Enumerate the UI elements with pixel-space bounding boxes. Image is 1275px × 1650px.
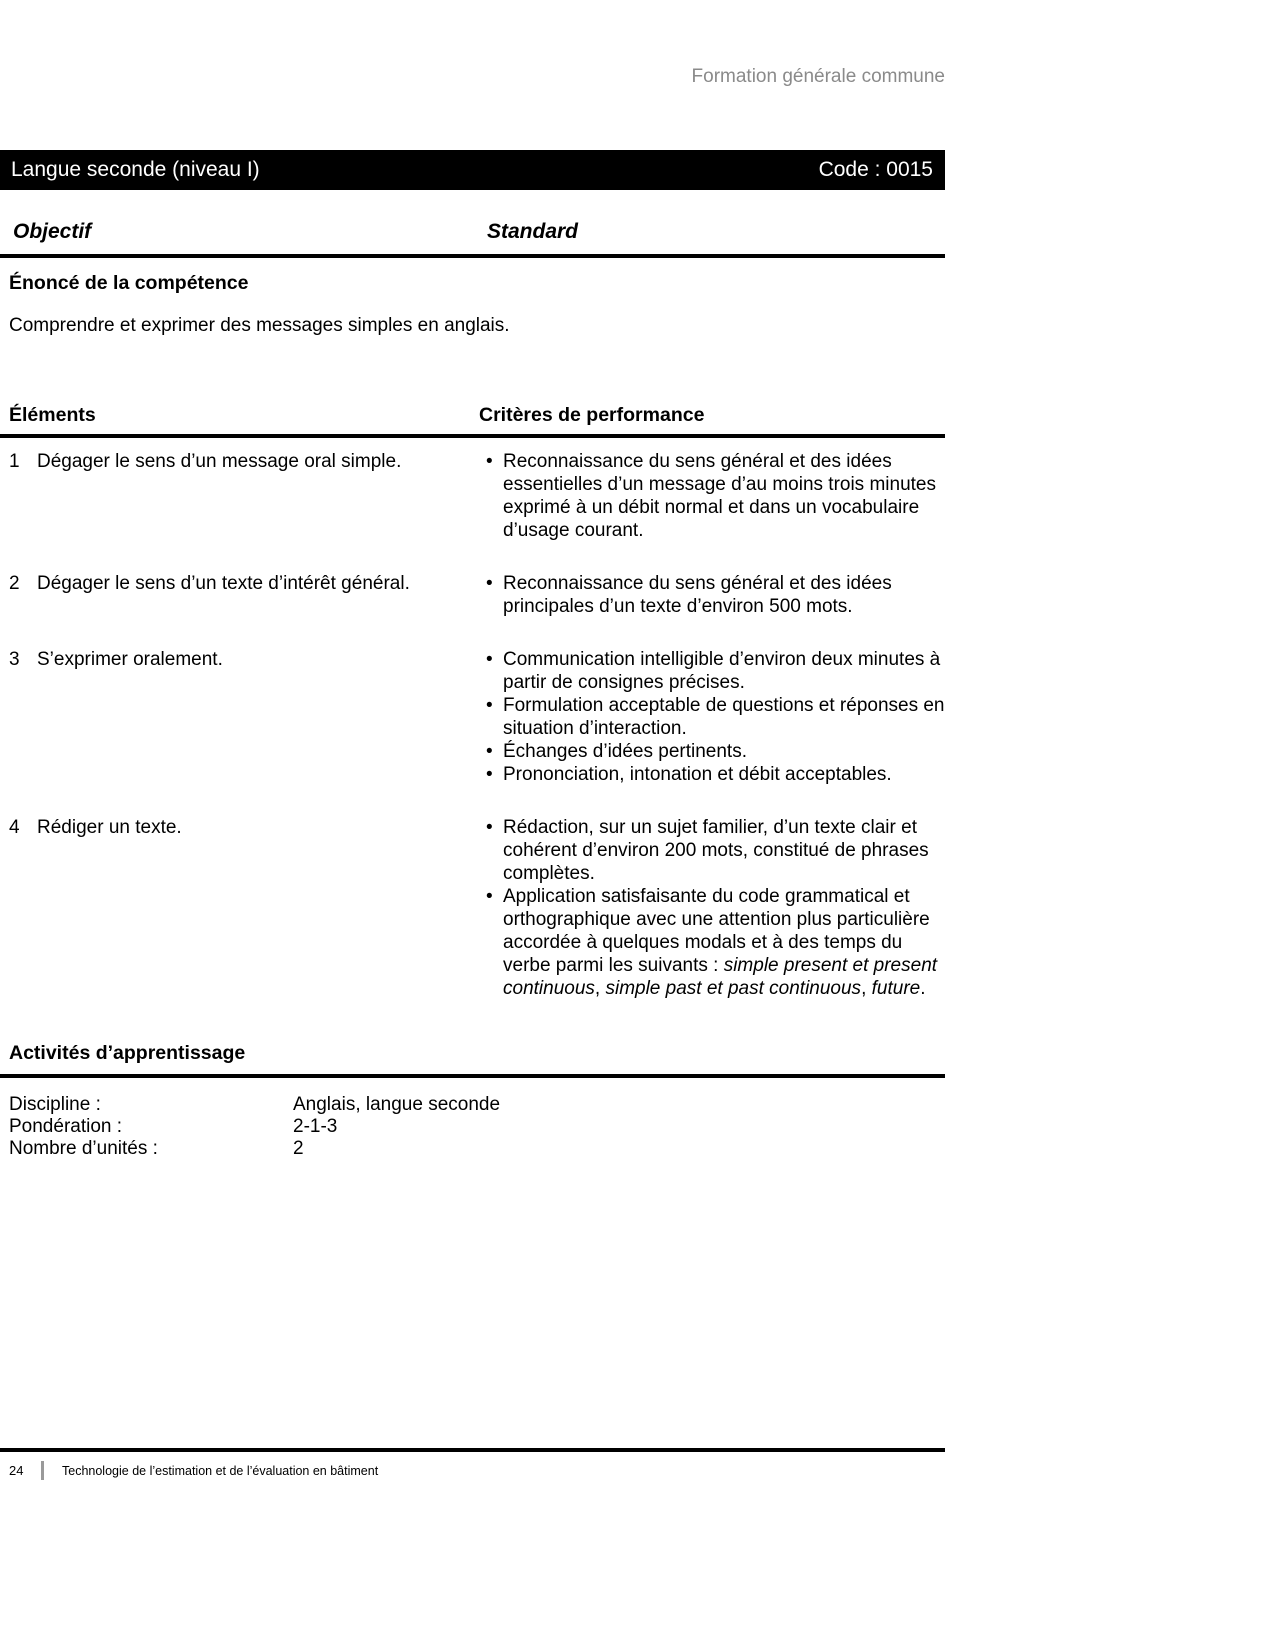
- criteria-item: • Prononciation, intonation et débit acceptables.: [479, 763, 945, 786]
- footer-rule: [0, 1448, 945, 1452]
- objectif-heading: Objectif: [13, 220, 92, 243]
- element-number: 4: [9, 817, 20, 838]
- course-code: Code : 0015: [818, 158, 933, 181]
- criteria-item: [479, 885, 945, 1000]
- criteria-list: [479, 450, 945, 542]
- element-text: S’exprimer oralement.: [37, 649, 223, 670]
- criteria-item: • Communication intelligible d’environ deux minutes à partir de consignes précises.: [479, 648, 945, 694]
- competence-heading: Énoncé de la compétence: [9, 272, 249, 294]
- element-text: Rédiger un texte.: [37, 817, 182, 838]
- activities-heading: Activités d’apprentissage: [9, 1042, 246, 1064]
- field-label: Nombre d’unités :: [9, 1138, 158, 1159]
- criteria-cell: [479, 816, 945, 1000]
- field-value: 2: [293, 1138, 304, 1159]
- element-text: Dégager le sens d’un message oral simple.: [37, 451, 402, 472]
- element-text: Dégager le sens d’un texte d’intérêt général.: [37, 573, 410, 594]
- criteria-item: • Rédaction, sur un sujet familier, d’un texte clair et cohérent d’environ 200 mots, constitué de phrases complètes.: [479, 816, 945, 885]
- criteria-item: • Reconnaissance du sens général et des idées essentielles d’un message d’au moins trois minutes exprimé à un débit normal et dans un vocabulaire d’usage courant.: [479, 450, 945, 542]
- criteria-segment: .: [920, 978, 926, 999]
- criteria-segment-italic: future: [871, 978, 921, 999]
- course-title: Langue seconde (niveau I): [11, 158, 260, 181]
- criteria-list: [479, 648, 945, 786]
- table-row: [0, 816, 945, 1000]
- element-number: 3: [9, 649, 20, 670]
- field-row: [0, 1138, 945, 1160]
- criteria-segment-italic: simple past et past continuous: [605, 978, 862, 999]
- field-row: [0, 1094, 945, 1116]
- field-row: [0, 1116, 945, 1138]
- page-number: 24: [9, 1463, 24, 1478]
- element-cell: [0, 816, 479, 1000]
- element-cell: [0, 572, 479, 618]
- criteria-item: • Reconnaissance du sens général et des idées principales d’un texte d’environ 500 mots.: [479, 572, 945, 618]
- criteria-list: [479, 816, 945, 1000]
- running-header: Formation générale commune: [691, 66, 945, 87]
- criteria-cell: [479, 572, 945, 618]
- criteria-cell: [479, 450, 945, 542]
- column-headers: [0, 220, 945, 258]
- field-label: Pondération :: [9, 1116, 123, 1137]
- element-number: 1: [9, 451, 20, 472]
- footer-separator: [41, 1461, 44, 1480]
- table-row: [0, 572, 945, 618]
- title-bar: [0, 150, 945, 190]
- element-cell: [0, 450, 479, 542]
- criteria-segment: Application satisfaisante du code grammatical et orthographique avec une attention plus particulière accordée à quelques modals et à des temps du verbe parmi les suivants :: [503, 886, 930, 976]
- elements-table: [0, 450, 945, 1030]
- table-row: [0, 450, 945, 542]
- field-label: Discipline :: [9, 1094, 101, 1115]
- field-value: 2-1-3: [293, 1116, 338, 1137]
- competence-text: Comprendre et exprimer des messages simples en anglais.: [9, 315, 510, 336]
- footer-text: Technologie de l’estimation et de l’évaluation en bâtiment: [62, 1463, 379, 1478]
- elements-header: Éléments: [9, 404, 96, 426]
- footer-row: [0, 1461, 945, 1480]
- criteria-segment-italic: simple present et present continuous: [503, 955, 938, 999]
- table-row: [0, 648, 945, 786]
- activities-fields: [0, 1094, 945, 1160]
- criteria-segment: ,: [594, 978, 606, 999]
- element-cell: [0, 648, 479, 786]
- standard-heading: Standard: [487, 220, 579, 243]
- page-footer: [0, 1448, 945, 1480]
- criteria-segment: ,: [861, 978, 872, 999]
- element-number: 2: [9, 573, 20, 594]
- criteria-header: Critères de performance: [479, 404, 705, 426]
- criteria-item: • Formulation acceptable de questions et réponses en situation d’interaction.: [479, 694, 945, 740]
- table-header: [0, 404, 945, 438]
- field-value: Anglais, langue seconde: [293, 1094, 501, 1115]
- criteria-list: [479, 572, 945, 618]
- activities-header: [0, 1042, 945, 1078]
- criteria-item: • Échanges d’idées pertinents.: [479, 740, 945, 763]
- criteria-cell: [479, 648, 945, 786]
